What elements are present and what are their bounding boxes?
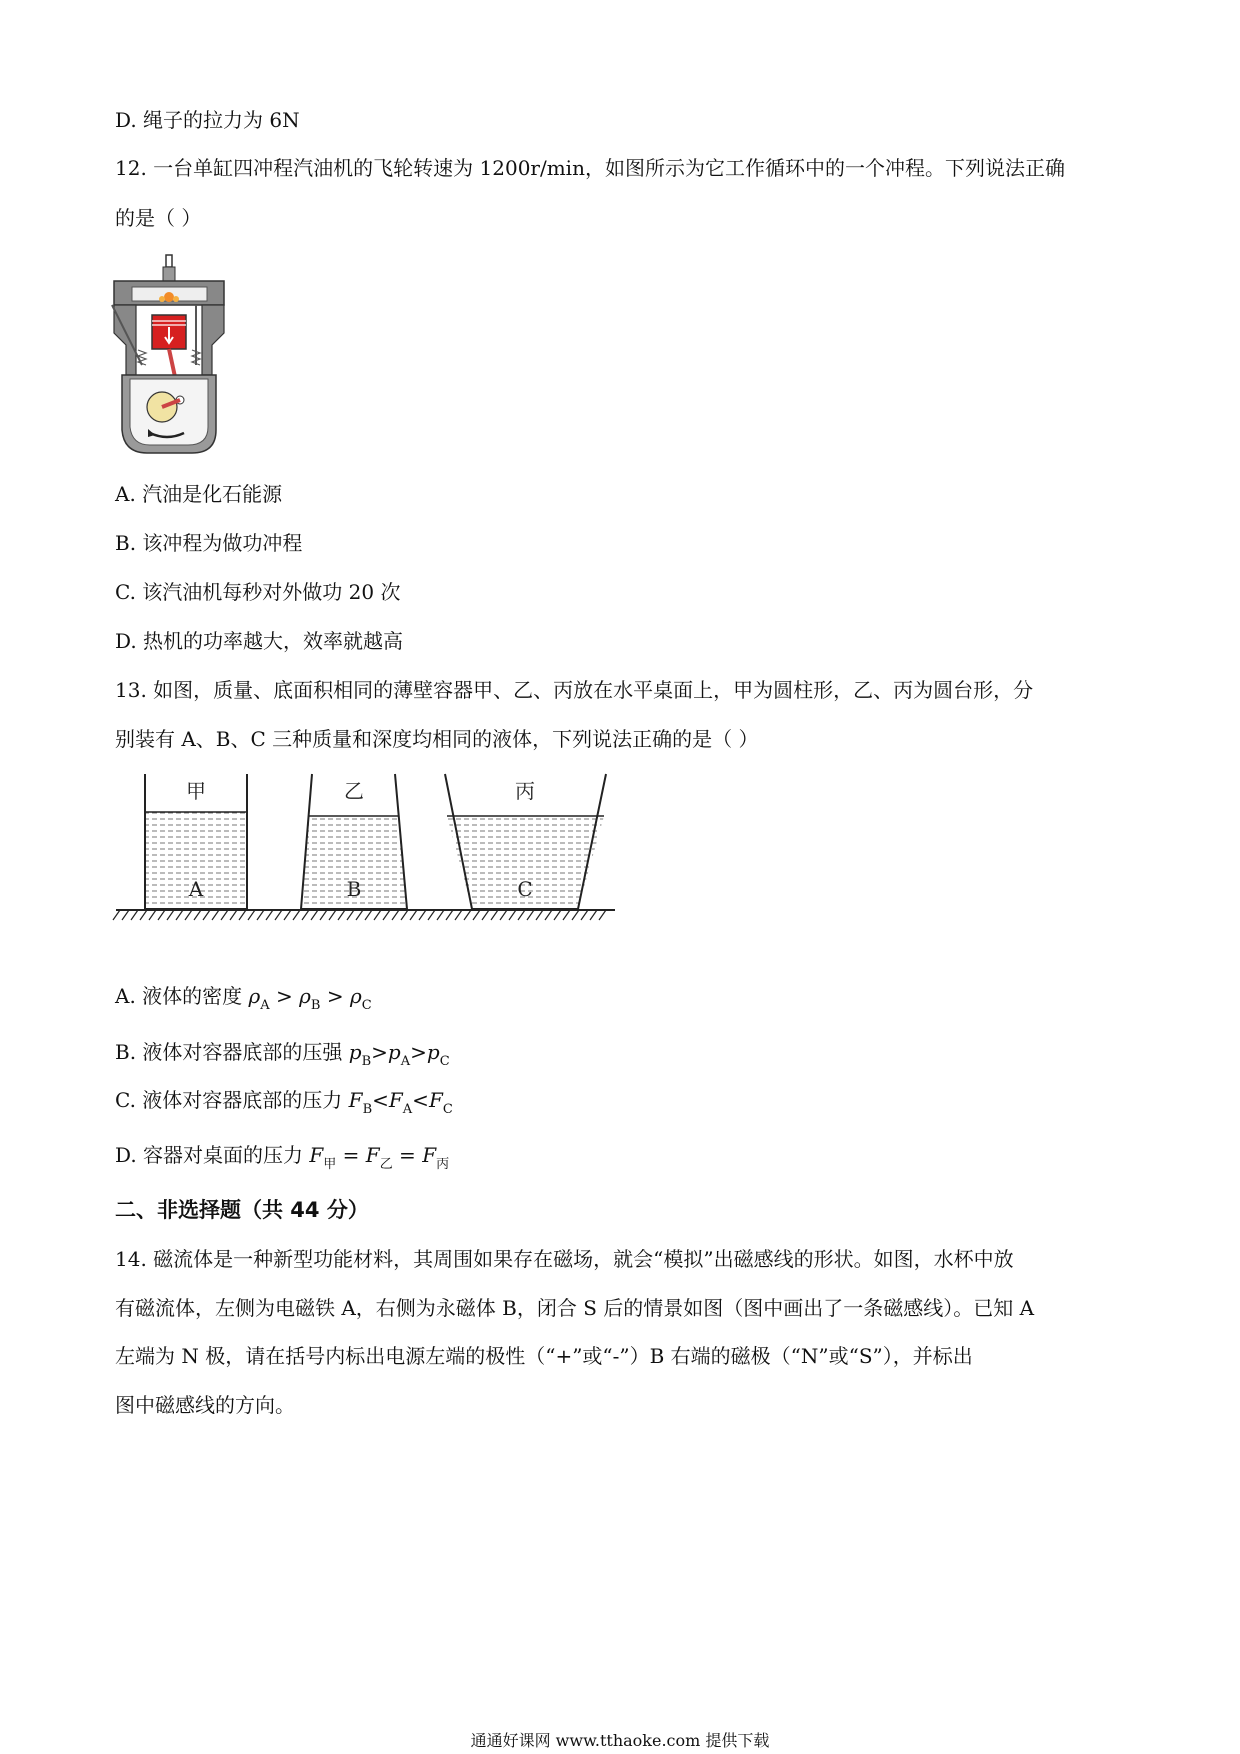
- q13-stem-line2: 别装有 A、B、C 三种质量和深度均相同的液体，下列说法正确的是（ ）: [115, 727, 759, 751]
- section-heading: 二、非选择题（共 44 分）: [115, 1198, 369, 1222]
- q12-option-a: A. 汽油是化石能源: [115, 482, 283, 506]
- q14-line2: 有磁流体，左侧为电磁铁 A，右侧为永磁体 B，闭合 S 后的情景如图（图中画出了一条磁感线）。已知 A: [115, 1296, 1035, 1320]
- q12-option-d: D. 热机的功率越大，效率就越高: [115, 629, 404, 653]
- q13-option-d: D. 容器对桌面的压力 $F_甲 = F_乙 = F_丙$: [115, 1143, 450, 1172]
- container-label-yi: 乙: [344, 779, 364, 803]
- container-label-jia: 甲: [186, 779, 206, 803]
- q12-option-b: B. 该冲程为做功冲程: [115, 531, 303, 555]
- liquid-label-b: B: [346, 877, 362, 901]
- liquid-label-c: C: [517, 877, 533, 901]
- q14-line1: 14. 磁流体是一种新型功能材料，其周围如果存在磁场，就会“模拟”出磁感线的形状。如图，水杯中放: [115, 1247, 1014, 1271]
- q13-stem-line1: 13. 如图，质量、底面积相同的薄壁容器甲、乙、丙放在水平桌面上，甲为圆柱形，乙、丙为圆台形，分: [115, 678, 1034, 702]
- q13-option-a: A. 液体的密度 $\rho_A > \rho_B > \rho_C$: [115, 984, 372, 1013]
- q11-option-d: D. 绳子的拉力为 6N: [115, 108, 300, 132]
- q13-option-b: B. 液体对容器底部的压强 $p_B>p_A>p_C$: [115, 1040, 450, 1069]
- q13-option-c: C. 液体对容器底部的压力 $F_B<F_A<F_C$: [115, 1088, 453, 1117]
- q12-stem-line2: 的是（ ）: [115, 206, 202, 230]
- engine-diagram: [112, 255, 227, 455]
- containers-diagram: [112, 768, 622, 943]
- ground-hatching: [113, 910, 606, 920]
- q12-option-c: C. 该汽油机每秒对外做功 20 次: [115, 580, 401, 604]
- container-label-bing: 丙: [515, 779, 535, 803]
- footer-source: 通通好课网 www.tthaoke.com 提供下载: [470, 1731, 770, 1750]
- liquid-label-a: A: [188, 877, 204, 901]
- q14-line3: 左端为 N 极，请在括号内标出电源左端的极性（“+”或“-”）B 右端的磁极（“N”或“S”），并标出: [115, 1344, 973, 1368]
- q12-stem-line1: 12. 一台单缸四冲程汽油机的飞轮转速为 1200r/min，如图所示为它工作循环中的一个冲程。下列说法正确: [115, 156, 1065, 180]
- q14-line4: 图中磁感线的方向。: [115, 1393, 295, 1417]
